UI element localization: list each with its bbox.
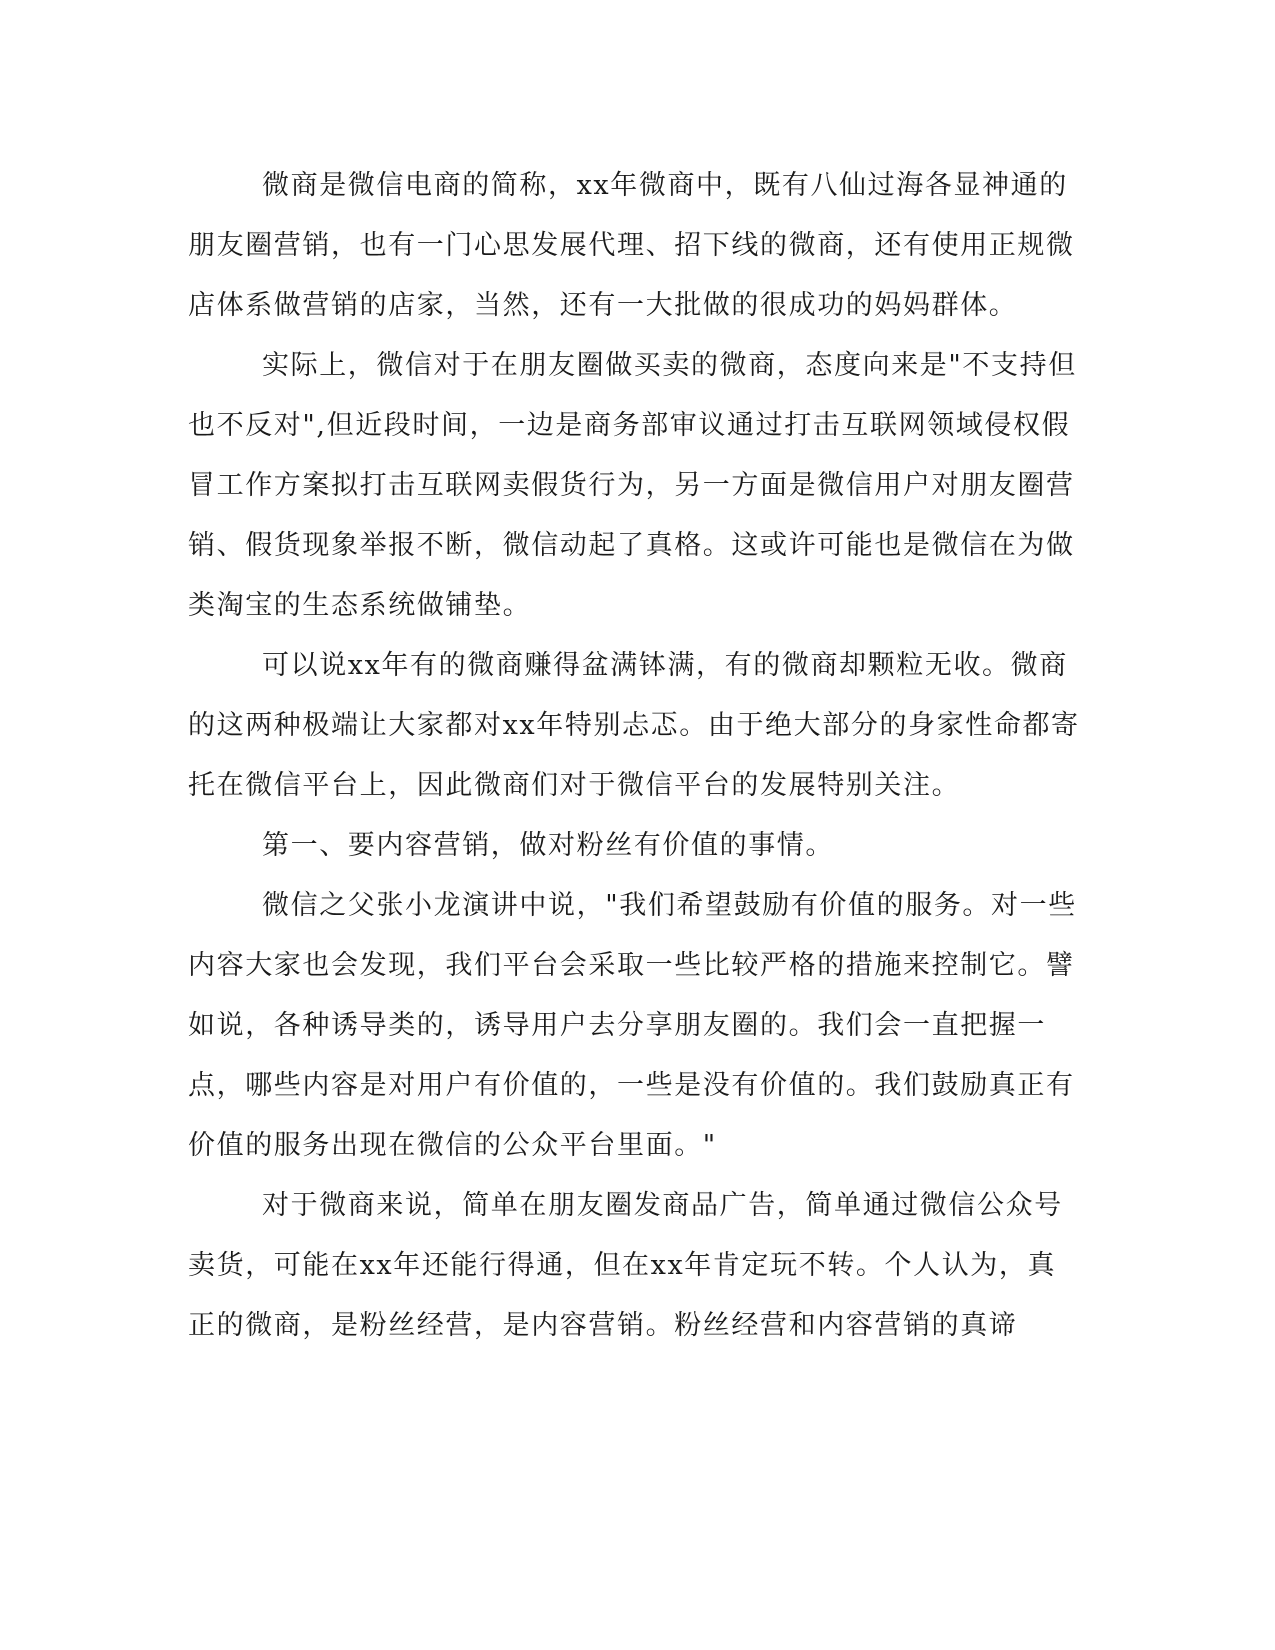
paragraph-intro: 微商是微信电商的简称，xx年微商中，既有八仙过海各显神通的朋友圈营销，也有一门心思发展代理、招下线的微商，还有使用正规微店体系做营销的店家，当然，还有一大批做的很成功的妈妈群体。 xyxy=(188,170,1075,321)
paragraph-quote: 微信之父张小龙演讲中说，"我们希望鼓励有价值的服务。对一些内容大家也会发现，我们平台会采取一些比较严格的措施来控制它。譬如说，各种诱导类的，诱导用户去分享朋友圈的。我们会一直把握一点，哪些内容是对用户有价值的，一些是没有价值的。我们鼓励真正有价值的服务出现在微信的公众平台里面。" xyxy=(188,890,1077,1161)
document-body xyxy=(188,156,1080,1356)
paragraph-wechat-attitude: 实际上，微信对于在朋友圈做买卖的微商，态度向来是"不支持但也不反对",但近段时间，一边是商务部审议通过打击互联网领域侵权假冒工作方案拟打击互联网卖假货行为，另一方面是微信用户对朋友圈营销、假货现象举报不断，微信动起了真格。这或许可能也是微信在为做类淘宝的生态系统做铺垫。 xyxy=(188,350,1077,621)
section-heading-content-marketing: 第一、要内容营销，做对粉丝有价值的事情。 xyxy=(262,830,834,861)
paragraph-results: 可以说xx年有的微商赚得盆满钵满，有的微商却颗粒无收。微商的这两种极端让大家都对xx年特别忐忑。由于绝大部分的身家性命都寄托在微信平台上，因此微商们对于微信平台的发展特别关注。 xyxy=(188,650,1080,801)
paragraph-conclusion: 对于微商来说，简单在朋友圈发商品广告，简单通过微信公众号卖货，可能在xx年还能行得通，但在xx年肯定玩不转。个人认为，真正的微商，是粉丝经营，是内容营销。粉丝经营和内容营销的真谛 xyxy=(188,1190,1063,1341)
